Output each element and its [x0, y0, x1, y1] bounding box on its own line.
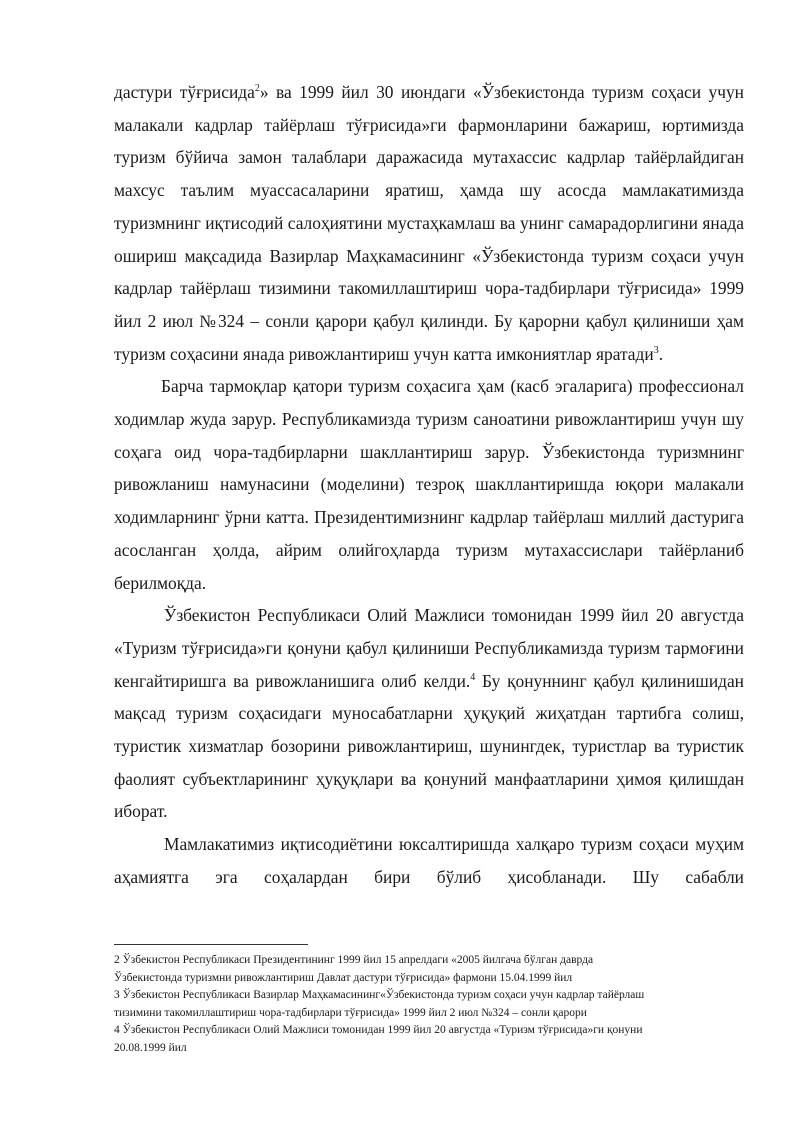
paragraph-3-text-b: Бу қонуннинг қабул қилинишидан мақсад туризм соҳасидаги муносабатларни ҳуқуқий жиҳатдан тартибга солиш, туристик хизматлар бозорини ривожлантириш, шунингдек, туристлар ва туристик фаолият субъектларининг ҳуқуқлари ва қонуний манфаатларини ҳимоя қилишдан иборат.: [114, 670, 744, 822]
paragraph-2: Барча тармоқлар қатори туризм соҳасига ҳам (касб эгаларига) профессионал ходимлар жуда зарур. Республикамизда туризм саноатини ривожлантириш учун шу соҳага оид чора-тадбирларни шакллантириш зарур. Ўзбекистонда туризмнинг ривожланиш намунасини (моделини) тезроқ шакллантиришда юқори малакали ходимларнинг ўрни катта. Президентимизнинг кадрлар тайёрлаш миллий дастурига асосланган ҳолда, айрим олийгоҳларда туризм мутахассислари тайёрланиб берилмоқда.: [114, 376, 744, 593]
footnote-line: 2 Ўзбекистон Республикаси Президентининг 1999 йил 15 апрелдаги «2005 йилгача бўлган даврда: [114, 954, 594, 966]
body-text: [114, 76, 744, 894]
paragraph-4: Мамлакатимиз иқтисодиётини юксалтиришда халқаро туризм соҳаси муҳим аҳамиятга эга соҳалардан бири бўлиб ҳисобланади. Шу сабабли: [114, 834, 744, 887]
paragraph-1-text-c: .: [658, 343, 664, 364]
footnote-separator: [114, 944, 308, 945]
footnotes: [114, 952, 754, 1058]
footnote-ref-3: 3: [653, 344, 659, 356]
footnote-line: Ўзбекистонда туризмни ривожлантириш Давлат дастури тўғрисида» фармони 15.04.1999 йил: [114, 971, 573, 984]
paragraph-3: [114, 599, 744, 828]
footnote-line: 4 Ўзбекистон Республикаси Олий Мажлиси томонидан 1999 йил 20 августда «Туризм тўғрисида»ги қонуни: [114, 1024, 643, 1037]
footnote-ref-2: 2: [254, 83, 260, 94]
footnote-ref-4: 4: [470, 671, 476, 683]
paragraph-1: [114, 76, 744, 370]
footnote-line: 20.08.1999 йил: [114, 1041, 187, 1054]
footnote-line: 3 Ўзбекистон Республикаси Вазирлар Маҳкамасининг«Ўзбекистонда туризм соҳаси учун кадрлар тайёрлаш: [114, 989, 645, 1002]
footnote-line: тизимини такомиллаштириш чора-тадбирлари тўғрисида» 1999 йил 2 июл №324 – сонли қарори: [114, 1006, 587, 1019]
paragraph-3-text-a: Ўзбекистон Республикаси Олий Мажлиси томонидан 1999 йил 20 августда «Туризм тўғрисида»ги қонуни қабул қилиниши Республикамизда туризм тармоғини кенгайтиришга ва ривожланишига олиб келди.: [114, 605, 744, 691]
paragraph-1-text-b: » ва 1999 йил 30 июндаги «Ўзбекистонда туризм соҳаси учун малакали кадрлар тайёрлаш тўғрисида»ги фармонларини бажариш, юртимизда туризм бўйича замон талаблари даражасида мутахассис кадрлар тайёрлайдиган махсус таълим муассасаларини яратиш, ҳамда шу асосда мамлакатимизда туризмнинг иқтисодий салоҳиятини мустаҳкамлаш ва унинг самарадорлигини янада ошириш мақсадида Вазирлар Маҳкамасининг «Ўзбекистонда туризм соҳаси учун кадрлар тайёрлаш тизимини такомиллаштириш чора-тадбирлари тўғрисида» 1999 йил 2 июл №324 – сонли қарори қабул қилинди. Бу қарорни қабул қилиниши ҳам туризм соҳасини янада ривожлантириш учун катта имкониятлар яратади: [114, 82, 744, 364]
paragraph-1-text-a: дастури тўғрисида: [114, 82, 255, 102]
